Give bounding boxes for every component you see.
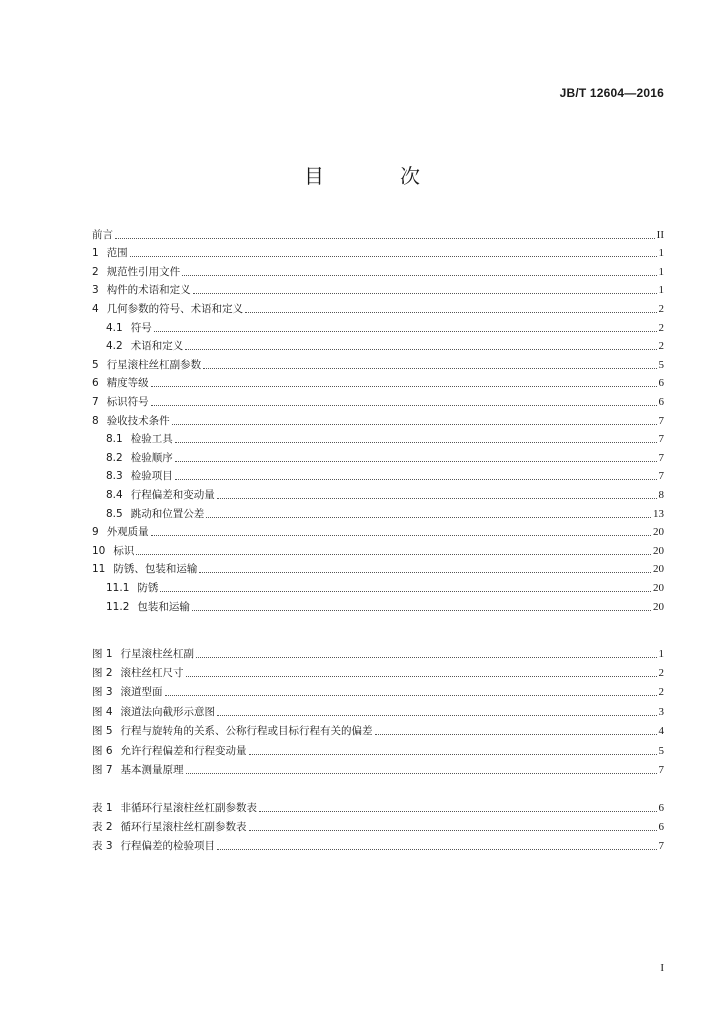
toc-entry-label: 检验顺序 [130, 451, 173, 464]
toc-entry-number: 8.5 [106, 507, 123, 520]
toc-entry-number: 8.2 [106, 451, 123, 464]
dot-leader [186, 675, 657, 677]
dot-leader [245, 311, 656, 313]
toc-entry-number: 表 1 [92, 801, 113, 814]
toc-entry[interactable] [92, 297, 664, 316]
toc-entry-number: 3 [92, 284, 99, 297]
toc-entry-label: 符号 [130, 321, 152, 334]
toc-entry-number: 8.3 [106, 470, 123, 483]
toc-entry-label: 行程与旋转角的关系、公称行程或目标行程有关的偏差 [120, 725, 373, 738]
toc-entry[interactable] [92, 502, 664, 521]
toc-entry-page: II [656, 228, 664, 241]
dot-leader [185, 348, 656, 350]
dot-leader [193, 292, 657, 294]
dot-leader [130, 255, 657, 257]
table-list-entry[interactable] [92, 835, 664, 854]
toc-entry-page: 6 [658, 396, 664, 409]
dot-leader [203, 367, 656, 369]
toc-entry-page: 2 [658, 686, 664, 699]
toc-entry-label: 精度等级 [106, 377, 149, 390]
toc-entry-label: 循环行星滚柱丝杠副参数表 [120, 821, 247, 834]
dot-leader [186, 772, 657, 774]
toc-entry-number: 5 [92, 358, 99, 371]
toc-entry-label: 允许行程偏差和行程变动量 [120, 744, 247, 757]
toc-entry[interactable] [92, 242, 664, 261]
dot-leader [217, 497, 657, 499]
dot-leader [249, 753, 657, 755]
toc-entry-label: 行星滚柱丝杠副 [120, 647, 195, 660]
dot-leader [165, 694, 657, 696]
toc-entry-number: 图 4 [92, 705, 113, 718]
toc-entry-page: 4 [658, 725, 664, 738]
toc-entry-page: 2 [658, 321, 664, 334]
toc-entry-number: 表 2 [92, 821, 113, 834]
toc-entry-page: 2 [658, 340, 664, 353]
toc-entry-number: 8.1 [106, 433, 123, 446]
toc-entry-label: 非循环行星滚柱丝杠副参数表 [120, 801, 258, 814]
toc-entry-label: 构件的术语和定义 [106, 284, 191, 297]
toc-entry[interactable] [92, 539, 664, 558]
dot-leader [206, 516, 651, 518]
toc-entry-page: 6 [658, 377, 664, 390]
toc-entry-page: 7 [658, 470, 664, 483]
toc-entry-page: 5 [658, 744, 664, 757]
figure-list-entry[interactable] [92, 642, 664, 661]
dot-leader [182, 274, 656, 276]
dot-leader [136, 553, 651, 555]
toc-entry-label: 验收技术条件 [106, 414, 170, 427]
toc-entry-page: 8 [658, 489, 664, 502]
page-number: I [660, 962, 664, 974]
toc-entry[interactable] [92, 595, 664, 614]
toc-entry-number: 10 [92, 544, 106, 557]
toc-entry-label: 外观质量 [106, 526, 149, 539]
toc-entry-number: 1 [92, 247, 99, 260]
toc-entry-number: 图 7 [92, 764, 113, 777]
toc-entry-page: 7 [658, 414, 664, 427]
toc-entry[interactable] [92, 576, 664, 595]
toc-entry-number: 6 [92, 377, 99, 390]
dot-leader [160, 590, 651, 592]
toc-entry-number: 11.2 [106, 600, 130, 613]
table-list-entry[interactable] [92, 796, 664, 815]
toc-entry-label: 防锈 [137, 582, 159, 595]
toc-entry-page: 1 [658, 247, 664, 260]
toc-entry-page: 1 [658, 265, 664, 278]
toc-entry-page: 2 [658, 667, 664, 680]
toc-entry[interactable] [92, 353, 664, 372]
toc-entry-number: 2 [92, 265, 99, 278]
toc-entry-number: 图 6 [92, 744, 113, 757]
figure-list-entry[interactable] [92, 720, 664, 739]
toc-entry-number: 4.1 [106, 321, 123, 334]
toc-entry-label: 检验工具 [130, 433, 173, 446]
toc-entry-number: 8.4 [106, 489, 123, 502]
toc-entry[interactable] [92, 409, 664, 428]
dot-leader [151, 534, 651, 536]
toc-entry[interactable] [92, 428, 664, 447]
toc-entry-number: 11.1 [106, 582, 130, 595]
toc-entry-label: 防锈、包装和运输 [113, 563, 198, 576]
dot-leader [196, 656, 656, 658]
toc-entry[interactable] [92, 521, 664, 540]
toc-entry[interactable] [92, 390, 664, 409]
toc-entry-number: 7 [92, 396, 99, 409]
toc-entry-page: 2 [658, 303, 664, 316]
dot-leader [199, 571, 651, 573]
toc-entry-number: 前言 [92, 228, 113, 241]
toc-entry-label: 包装和运输 [137, 600, 190, 613]
toc-entry-label: 范围 [106, 247, 128, 260]
toc-entry-page: 1 [658, 647, 664, 660]
figure-list-entry[interactable] [92, 661, 664, 680]
toc-entry-label: 标识符号 [106, 396, 149, 409]
toc-entry-number: 表 3 [92, 840, 113, 853]
toc-entry-number: 图 5 [92, 725, 113, 738]
toc-entry-label: 滚道法向截形示意图 [120, 705, 216, 718]
toc-entry-page: 20 [653, 600, 664, 613]
toc-entry-page: 6 [658, 801, 664, 814]
dot-leader [172, 423, 657, 425]
toc-entry[interactable] [92, 223, 664, 242]
toc-entry-page: 13 [653, 507, 664, 520]
toc-entry[interactable] [92, 483, 664, 502]
dot-leader [151, 385, 657, 387]
toc-entry-page: 7 [658, 840, 664, 853]
toc-entry-page: 20 [653, 526, 664, 539]
figure-list-entry[interactable] [92, 739, 664, 758]
toc-entry-label: 跳动和位置公差 [130, 507, 205, 520]
figure-list-entry[interactable] [92, 758, 664, 777]
page-title: 目 次 [304, 164, 448, 188]
toc-entry-number: 11 [92, 563, 106, 576]
dot-leader [175, 460, 657, 462]
document-code: JB/T 12604—2016 [559, 86, 664, 100]
toc-entry-number: 8 [92, 414, 99, 427]
toc-entry-label: 基本测量原理 [120, 764, 184, 777]
toc-entry-number: 图 3 [92, 686, 113, 699]
toc-entry-label: 滚柱丝杠尺寸 [120, 667, 184, 680]
dot-leader [115, 237, 655, 239]
dot-leader [217, 714, 656, 716]
dot-leader [375, 733, 657, 735]
toc-entry-number: 9 [92, 526, 99, 539]
toc-entry-page: 20 [653, 544, 664, 557]
dot-leader [175, 478, 657, 480]
toc-entry-label: 标识 [113, 544, 135, 557]
toc-entry[interactable] [92, 260, 664, 279]
toc-entry[interactable] [92, 335, 664, 354]
figure-list-entry[interactable] [92, 681, 664, 700]
toc-entry-page: 1 [658, 284, 664, 297]
toc-entry-page: 5 [658, 358, 664, 371]
toc-entry-page: 7 [658, 451, 664, 464]
figure-list-entry[interactable] [92, 700, 664, 719]
toc-entry-number: 4.2 [106, 340, 123, 353]
toc-entry-label: 检验项目 [130, 470, 173, 483]
dot-leader [217, 848, 656, 850]
toc-entry-page: 20 [653, 563, 664, 576]
dot-leader [154, 330, 657, 332]
toc-entry-label: 规范性引用文件 [106, 265, 181, 278]
toc-entry[interactable] [92, 372, 664, 391]
toc-entry[interactable] [92, 446, 664, 465]
toc-entry[interactable] [92, 558, 664, 577]
toc-entry-label: 行程偏差和变动量 [130, 489, 215, 502]
toc-entry-label: 行程偏差的检验项目 [120, 840, 216, 853]
toc-entry-number: 图 1 [92, 647, 113, 660]
toc-entry-page: 3 [658, 705, 664, 718]
dot-leader [249, 829, 657, 831]
toc-entry[interactable] [92, 316, 664, 335]
toc-entry-page: 6 [658, 821, 664, 834]
dot-leader [151, 404, 657, 406]
toc-entry-page: 20 [653, 582, 664, 595]
toc-entry-label: 术语和定义 [130, 340, 184, 353]
toc-entry-page: 7 [658, 764, 664, 777]
table-list-entry[interactable] [92, 815, 664, 834]
dot-leader [175, 441, 657, 443]
toc-entry[interactable] [92, 279, 664, 298]
toc-entry-number: 4 [92, 303, 99, 316]
toc-entry-page: 7 [658, 433, 664, 446]
toc-entry[interactable] [92, 465, 664, 484]
dot-leader [259, 810, 656, 812]
toc-entry-label: 滚道型面 [120, 686, 163, 699]
toc-entry-label: 行星滚柱丝杠副参数 [106, 358, 202, 371]
toc-entry-label: 几何参数的符号、术语和定义 [106, 303, 244, 316]
dot-leader [192, 609, 651, 611]
toc-entry-number: 图 2 [92, 667, 113, 680]
